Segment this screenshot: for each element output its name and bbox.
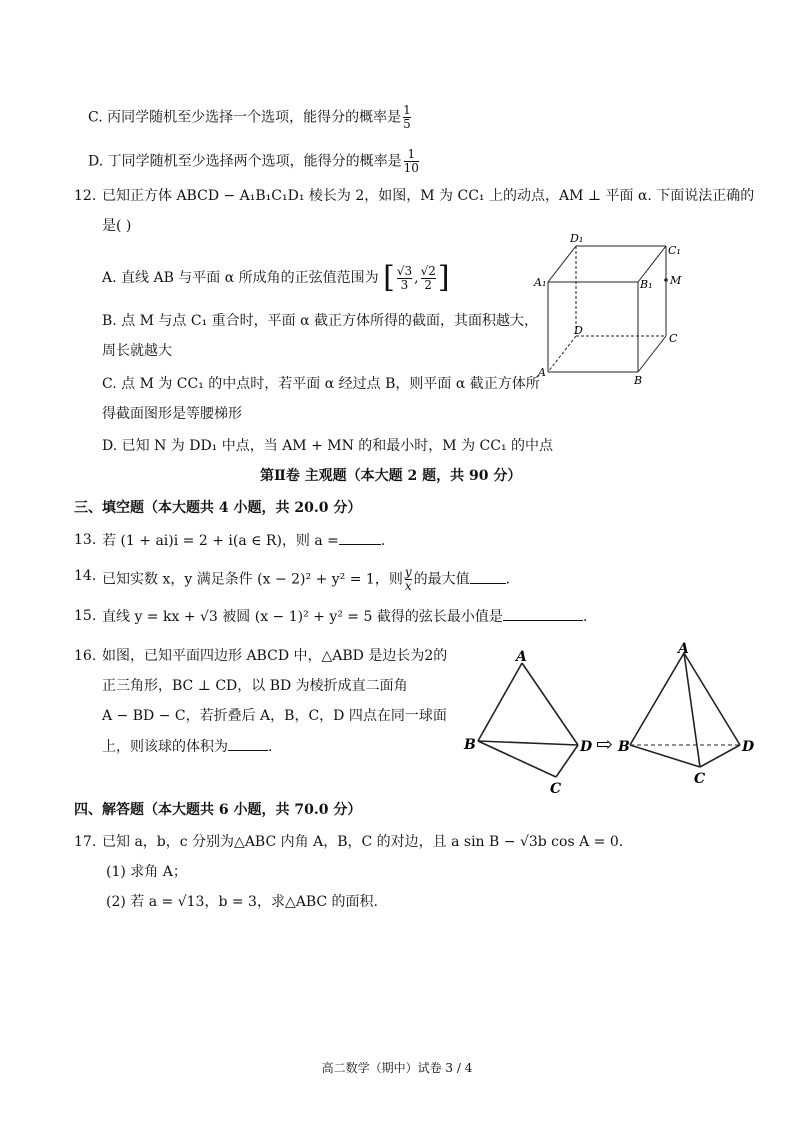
fig-label-a-folded: A — [678, 641, 689, 657]
fig-label-b-folded: B — [618, 739, 630, 755]
q11-option-d: D. 丁同学随机至少选择两个选项，能得分的概率是 $\frac{1}{10}$ — [88, 147, 419, 175]
answer-blank[interactable] — [503, 606, 583, 621]
q17-part2: (2) 若 a = √13，b = 3，求△ABC 的面积. — [106, 894, 378, 910]
q15-text: 直线 y = kx + √3 被圆 (x − 1)² + y² = 5 截得的弦长最小值是 . — [102, 606, 587, 627]
page-footer: 高二数学（期中）试卷 3 / 4 — [321, 1061, 473, 1075]
q16-line3: A − BD − C，若折叠后 A，B，C，D 四点在同一球面 — [102, 708, 447, 724]
answer-blank[interactable] — [339, 530, 381, 545]
q16-line4: 上，则该球的体积为 . — [102, 736, 272, 757]
cube-label-d: D — [574, 324, 583, 337]
cube-label-b1: B₁ — [640, 278, 653, 291]
q17-part1: (1) 求角 A； — [106, 864, 187, 880]
q12-option-c-line2: 得截面图形是等腰梯形 — [102, 406, 242, 422]
q14-number: 14. — [74, 568, 97, 584]
fig-label-a-flat: A — [516, 649, 527, 665]
q13-text: 若 (1 + ai)i = 2 + i(a ∈ R)，则 a = . — [102, 530, 385, 551]
q14-text: 已知实数 x，y 满足条件 (x − 2)² + y² = 1，则 $\frac{y}{x}$ 的最大值 . — [102, 565, 511, 593]
section4-title: 四、解答题（本大题共 6 小题，共 70.0 分） — [74, 802, 362, 818]
answer-blank[interactable] — [228, 736, 268, 751]
cube-label-d1: D₁ — [570, 232, 584, 245]
cube-label-a: A — [538, 366, 546, 379]
folding-figure — [460, 641, 770, 797]
cube-label-b: B — [634, 374, 643, 387]
q16-number: 16. — [74, 648, 97, 664]
cube-label-c1: C₁ — [668, 244, 681, 257]
q12-number: 12. — [74, 188, 97, 204]
answer-blank[interactable] — [470, 569, 506, 584]
q13-number: 13. — [74, 532, 97, 548]
fig-label-d-folded: D — [742, 739, 755, 755]
fraction: $\frac{1}{10}$ — [403, 147, 419, 175]
q12-option-a: A. 直线 AB 与平面 α 所成角的正弦值范围为 [ $\frac{√3}{3}$ , $\frac{√2}{2}$ ] — [102, 260, 450, 295]
fig-label-b-flat: B — [464, 737, 476, 753]
q17-stem: 已知 a，b，c 分别为△ABC 内角 A，B，C 的对边，且 a sin B − √3b cos A = 0. — [102, 834, 624, 850]
q12-stem-line2: 是( ) — [102, 218, 132, 234]
fig-label-d-flat: D — [580, 739, 593, 755]
q12-option-b-line2: 周长就越大 — [102, 343, 172, 359]
cube-label-c: C — [669, 332, 678, 345]
fig-label-c-folded: C — [694, 771, 706, 787]
cube-label-a1: A₁ — [534, 276, 547, 289]
q12-option-c-line1: C. 点 M 为 CC₁ 的中点时，若平面 α 经过点 B，则平面 α 截正方体所 — [102, 376, 540, 392]
cube-label-m: M — [670, 274, 682, 287]
q16-line2: 正三角形，BC ⊥ CD，以 BD 为棱折成直二面角 — [102, 678, 408, 694]
q12-option-b-line1: B. 点 M 与点 C₁ 重合时，平面 α 截正方体所得的截面，其面积越大， — [102, 313, 539, 329]
part2-title: 第Ⅱ卷 主观题（本大题 2 题，共 90 分） — [260, 468, 522, 484]
q17-number: 17. — [74, 834, 97, 850]
q16-line1: 如图，已知平面四边形 ABCD 中，△ABD 是边长为2的 — [102, 648, 448, 664]
fold-arrow-icon: ⇨ — [596, 732, 613, 756]
fraction: $\frac{1}{5}$ — [403, 103, 411, 131]
q12-option-d: D. 已知 N 为 DD₁ 中点，当 AM + MN 的和最小时，M 为 CC₁ 的中点 — [102, 438, 554, 454]
q15-number: 15. — [74, 608, 97, 624]
section3-title: 三、填空题（本大题共 4 小题，共 20.0 分） — [74, 500, 362, 516]
q11-option-c: C. 丙同学随机至少选择一个选项，能得分的概率是 $\frac{1}{5}$ — [88, 103, 411, 131]
fig-label-c-flat: C — [550, 781, 562, 797]
cube-figure — [530, 232, 700, 392]
q12-stem-line1: 已知正方体 ABCD − A₁B₁C₁D₁ 棱长为 2，如图，M 为 CC₁ 上的动点，AM ⊥ 平面 α. 下面说法正确的 — [102, 188, 755, 204]
